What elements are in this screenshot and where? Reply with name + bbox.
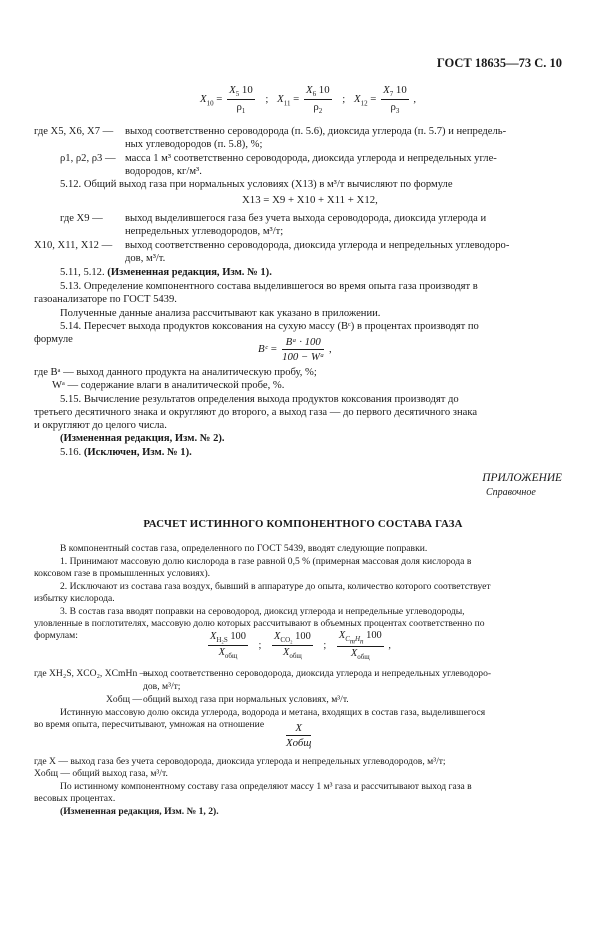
para-5-13-line3: Полученные данные анализа рассчитывают как указано в приложении. (60, 308, 381, 319)
fraction-bc-numerator: Bᵃ · 100 (282, 336, 324, 350)
def-x-line: где X — выход газа без учета сероводорода, диоксида углерода и непредельных углеводородов, м³/т; (34, 756, 446, 767)
formula-ratio-x (284, 722, 313, 749)
para-5-11 (60, 266, 272, 279)
def-text-x5-x7-cont: ных углеводородов (п. 5.8), %; (125, 139, 263, 150)
para-mass-line1: По истинному компонентному составу газа определяют массу 1 м³ газа и рассчитывают выход газа в (60, 781, 472, 792)
item-1-line1: 1. Принимают массовую долю кислорода в газе равной 0,5 % (примерная массовая доля кислорода в (60, 556, 472, 567)
def-label-x5-x7: где X5, X6, X7 — (34, 126, 114, 137)
item-2-line1: 2. Исключают из состава газа воздух, бывший в аппаратуре до опыта, количество которого соответствует (60, 581, 491, 592)
fraction-x10: $\frac{X_5 10}{\rho_1}$ (229, 84, 253, 116)
para-5-12: 5.12. Общий выход газа при нормальных условиях (X13) в м³/т вычисляют по формуле (60, 179, 453, 190)
para-5-15-line3: и округляют до целого числа. (34, 420, 167, 431)
appendix-subtitle: Справочное (486, 487, 536, 498)
def-label-xh2s: где XH₂S, XCO₂, XCmHn — (34, 668, 150, 679)
def-label-x9: где X9 — (60, 213, 103, 224)
fraction-h2s: $\frac{X_{H_2S} 100}{X_{общ}}$ (210, 631, 246, 661)
appendix-intro: В компонентный состав газа, определенного по ГОСТ 5439, вводят следующие поправки. (60, 543, 428, 554)
para-5-13-line1: 5.13. Определение компонентного состава выделившегося во время опыта газа производят в (60, 281, 478, 292)
def-ba: где Bᵃ — выход данного продукта на аналитическую пробу, %; (34, 367, 317, 378)
fraction-bc (282, 336, 324, 363)
para-5-15-line1: 5.15. Вычисление результатов определения выхода продуктов коксования производят до (60, 394, 459, 405)
def-label-x10-x12: X10, X11, X12 — (34, 240, 113, 251)
fraction-bc-denominator: 100 − Wᵃ (282, 351, 325, 363)
para-5-16-number: 5.16. (60, 447, 82, 458)
fraction-x-xobsch (286, 722, 311, 749)
section-title: РАСЧЕТ ИСТИННОГО КОМПОНЕНТНОГО СОСТАВА ГАЗА (143, 518, 463, 530)
formula-bc (258, 336, 332, 363)
formula-x10-x12: $X_{10}$ = $\frac{X_5 10}{\rho_1}$ ; $X_{11}$ = $\frac{X_6 10}{\rho_2}$ ; $X_{12}$ = $\frac{X_7 10}{\rho_3}$ , (200, 84, 417, 116)
para-5-16 (60, 446, 192, 459)
para-5-14-line1: 5.14. Пересчет выхода продуктов коксования на сухую массу (Bᶜ) в процентах производят по (60, 321, 479, 332)
para-5-15-line2: третьего десятичного знака и округляют до второго, а выход газа — до первого десятичного знака (34, 407, 478, 418)
para-5-14-line2: формуле (34, 334, 73, 345)
item-1-line2: коксовом газе в промышленных условиях). (34, 568, 211, 579)
fraction-co2: $\frac{X_{CO_2} 100}{X_{общ}}$ (274, 631, 311, 661)
fraction-x-denominator: Xобщ (286, 737, 312, 749)
amendment-note-2: (Измененная редакция, Изм. № 2). (60, 433, 225, 444)
def-text-rho-cont: водородов, кг/м³. (125, 166, 202, 177)
para-5-13-line2: газоанализаторе по ГОСТ 5439. (34, 294, 177, 305)
appendix-title: ПРИЛОЖЕНИЕ (482, 472, 562, 484)
amendment-note-final: (Измененная редакция, Изм. № 1, 2). (60, 806, 219, 817)
para-mass-line2: весовых процентах. (34, 793, 116, 804)
def-label-xobsch: Xобщ — (106, 694, 142, 705)
para-5-11-number: 5.11, 5.12. (60, 267, 105, 278)
def-xobsch-line: Xобщ — общий выход газа, м³/т. (34, 768, 168, 779)
item-2-line2: избытку кислорода. (34, 593, 115, 604)
def-text-xh2s-cont: дов, м³/т; (143, 681, 181, 692)
fraction-cmhn: $\frac{X_{C_mH_n} 100}{X_{общ}}$ (338, 630, 382, 662)
def-text-rho: масса 1 м³ соответственно сероводорода, диоксида углерода и непредельных угле- (125, 153, 497, 164)
item-3-line3: формулам: (34, 630, 78, 641)
def-text-x5-x7: выход соответственно сероводорода (п. 5.6), диоксида углерода (п. 5.7) и непредель- (125, 126, 507, 137)
page-header: ГОСТ 18635—73 С. 10 (436, 56, 562, 70)
def-text-x10-x12: выход соответственно сероводорода, диоксида углерода и непредельных углеводоро- (125, 240, 510, 251)
def-wa: Wᵃ — содержание влаги в аналитической пробе, %. (52, 380, 285, 391)
def-text-xh2s: выход соответственно сероводорода, диоксида углерода и непредельных углеводоро- (143, 668, 492, 679)
formula-x13: X13 = X9 + X10 + X11 + X12, (242, 194, 378, 206)
fraction-x-numerator: X (286, 722, 311, 736)
def-label-rho: ρ1, ρ2, ρ3 — (60, 153, 116, 164)
formula-bc-lhs: Bᶜ = (258, 342, 278, 355)
para-true-fraction-line2: во время опыта, пересчитывают, умножая на отношение (34, 719, 265, 730)
amendment-note-1: (Измененная редакция, Изм. № 1). (107, 267, 272, 278)
def-text-x9-cont: непредельных углеводородов, м³/т; (125, 226, 284, 237)
def-text-xobsch: общий выход газа при нормальных условиях, м³/т. (143, 694, 349, 705)
item-3-line1: 3. В состав газа вводят поправки на сероводород, диоксид углерода и непредельные углеводороды, (60, 606, 465, 617)
item-3-line2: уловленные в поглотителях, массовую долю которых рассчитывают в объемных процентах соответственно по (34, 618, 485, 629)
para-true-fraction-line1: Истинную массовую долю оксида углерода, водорода и метана, входящих в состав газа, выделившегося (60, 707, 486, 718)
amendment-note-excluded: (Исключен, Изм. № 1). (83, 447, 192, 458)
def-text-x9: выход выделившегося газа без учета выхода сероводорода, диоксида углерода и (125, 213, 487, 224)
fraction-x12: $\frac{X_7 10}{\rho_3}$ (383, 84, 407, 116)
def-text-x10-x12-cont: дов, м³/т. (125, 253, 166, 264)
fraction-x11: $\frac{X_6 10}{\rho_2}$ (305, 84, 330, 116)
formula-bc-tail: , (329, 342, 332, 355)
formula-correction-ratios: $\frac{X_{H_2S} 100}{X_{общ}}$ ; $\frac{X_{CO_2} 100}{X_{общ}}$ ; $\frac{X_{C_mH_n} 100}{X_{общ}}$ , (210, 630, 391, 662)
